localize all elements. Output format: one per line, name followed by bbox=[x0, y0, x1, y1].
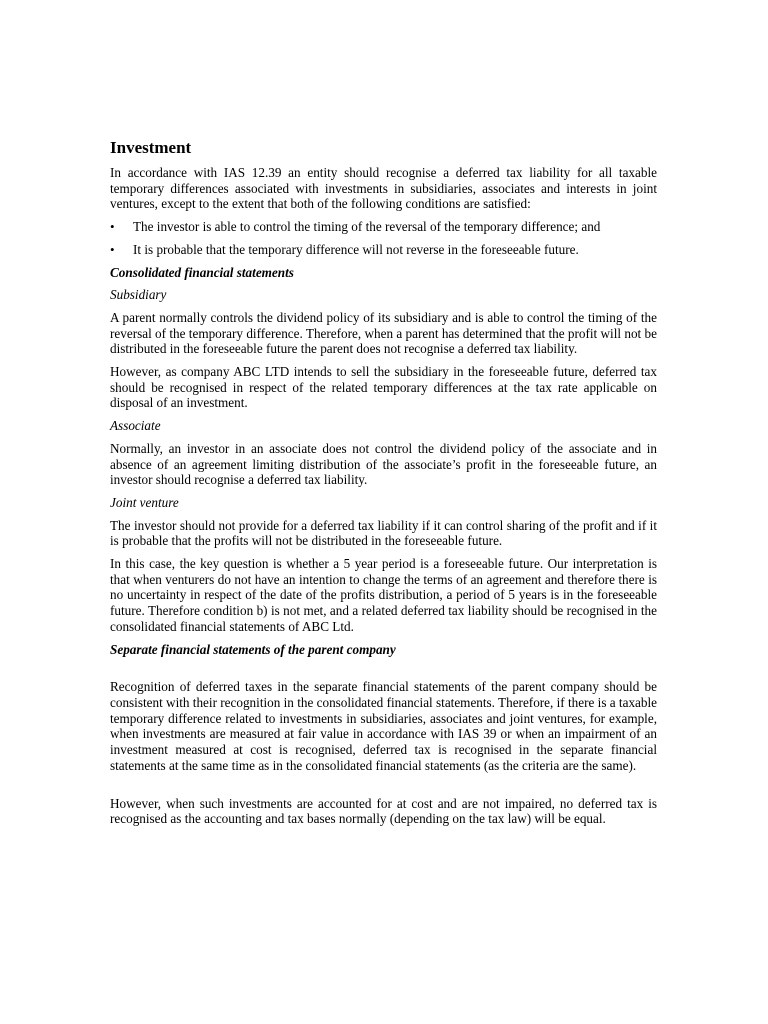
consolidated-heading: Consolidated financial statements bbox=[110, 264, 294, 280]
document-body bbox=[110, 138, 657, 834]
bullet-icon: • bbox=[110, 219, 115, 235]
separate-paragraph-2: However, when such investments are accounted for at cost and are not impaired, no deferred tax is recognised as the accounting and tax bases normally (depending on the tax law) will be equal. bbox=[110, 795, 657, 827]
intro-paragraph: In accordance with IAS 12.39 an entity should recognise a deferred tax liability for all taxable temporary differences associated with investments in subsidiaries, associates and interests in joint ventures, except to the extent that both of the following conditions are satisfied: bbox=[110, 165, 657, 212]
joint-venture-paragraph-1: The investor should not provide for a deferred tax liability if it can control sharing of the profit and if it is probable that the profits will not be distributed in the foreseeable future. bbox=[110, 517, 657, 549]
subsidiary-heading: Subsidiary bbox=[110, 287, 167, 303]
joint-venture-paragraph-2: In this case, the key question is whether a 5 year period is a foreseeable future. Our interpretation is that when venturers do not have an intention to change the terms of an agreement and therefore there is no uncertainty in respect of the date of the profits distribution, a period of 5 years is in the foreseeable future. Therefore condition b) is not met, and a related deferred tax liability should be recognised in the consolidated financial statements of ABC Ltd. bbox=[110, 556, 657, 634]
condition-text: It is probable that the temporary difference will not reverse in the foreseeable future. bbox=[133, 241, 579, 257]
condition-text: The investor is able to control the timing of the reversal of the temporary difference; and bbox=[133, 219, 601, 235]
subsidiary-paragraph-1: A parent normally controls the dividend policy of its subsidiary and is able to control the timing of the reversal of the temporary difference. Therefore, when a parent has determined that the profit will not be distributed in the foreseeable future the parent does not recognise a deferred tax liability. bbox=[110, 309, 657, 357]
associate-heading: Associate bbox=[110, 418, 161, 434]
subsidiary-paragraph-2: However, as company ABC LTD intends to sell the subsidiary in the foreseeable future, deferred tax should be recognised in respect of the related temporary differences at the tax rate applicable on disposal of an investment. bbox=[110, 364, 657, 411]
separate-heading: Separate financial statements of the parent company bbox=[110, 641, 396, 657]
conditions-list bbox=[110, 219, 657, 257]
associate-paragraph: Normally, an investor in an associate does not control the dividend policy of the associate and in absence of an agreement limiting distribution of the associate’s profit in the foreseeable future, an investor should recognise a deferred tax liability. bbox=[110, 440, 657, 488]
page-title: Investment bbox=[110, 138, 192, 157]
joint-venture-heading: Joint venture bbox=[110, 494, 179, 510]
separate-paragraph-1: Recognition of deferred taxes in the separate financial statements of the parent company should be consistent with their recognition in the consolidated financial statements. Therefore, if there is a taxable temporary difference related to investments in subsidiaries, associates and joint ventures, for example, when investments are measured at fair value in accordance with IAS 39 or when an impairment of an investment measured at cost is recognised, deferred tax is recognised in the separate financial statements at the same time as in the consolidated financial statements (as the criteria are the same). bbox=[110, 679, 657, 773]
bullet-icon: • bbox=[110, 241, 115, 257]
list-item bbox=[110, 219, 657, 235]
list-item bbox=[110, 242, 657, 258]
